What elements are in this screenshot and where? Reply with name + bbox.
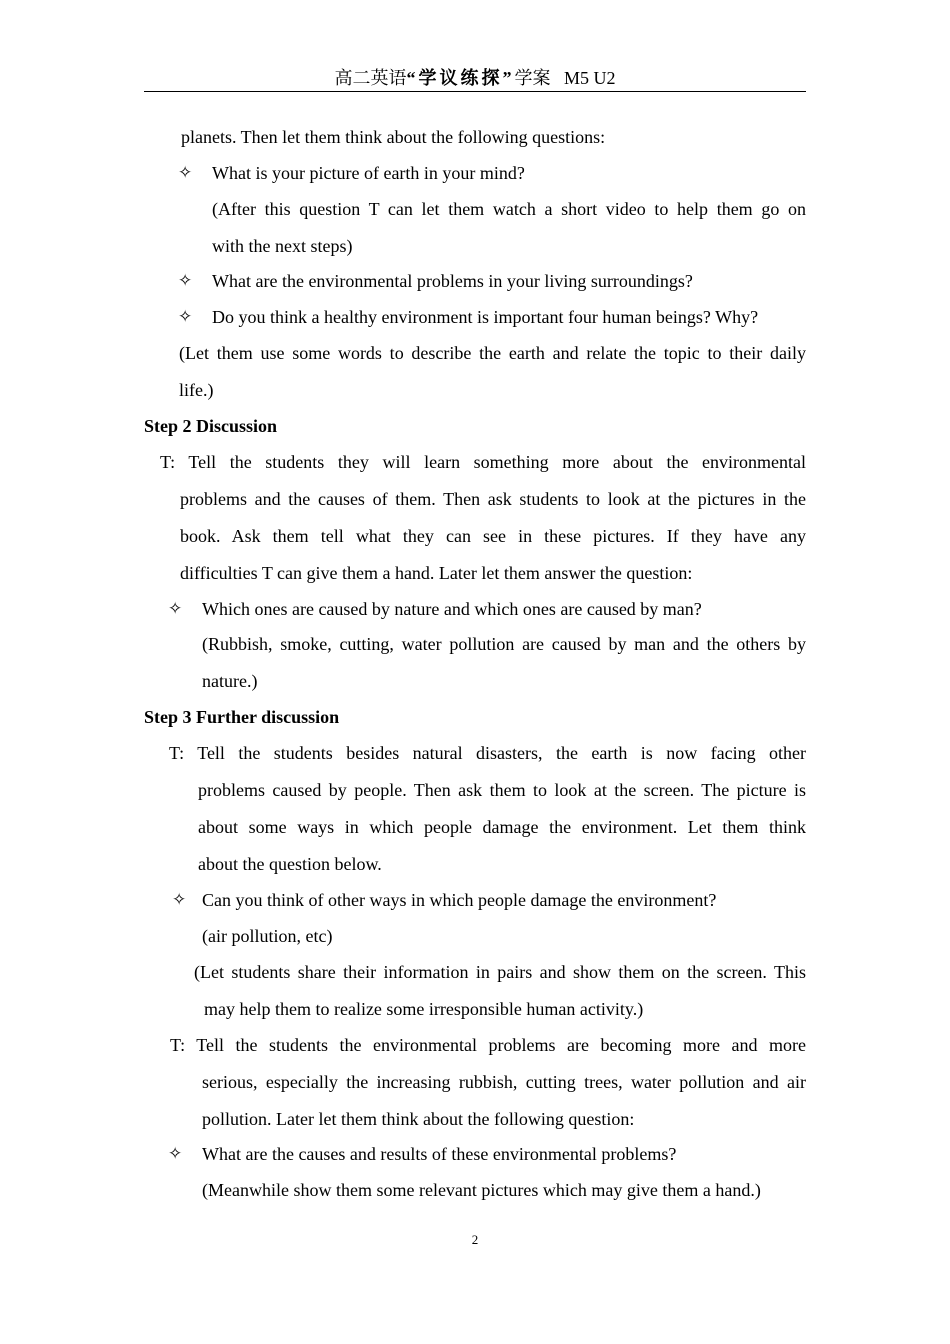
intro-note: (Let them use some words to describe the earth and relate the topic to their daily bbox=[179, 343, 806, 363]
answer-note: (Rubbish, smoke, cutting, water pollution are caused by man and the others by bbox=[202, 634, 806, 654]
header-rule bbox=[144, 91, 806, 92]
step3-paragraph: T: Tell the students the environmental problems are becoming more and more bbox=[170, 1035, 806, 1055]
question-item: What is your picture of earth in your mind? bbox=[212, 163, 525, 183]
intro-note: life.) bbox=[179, 380, 214, 400]
diamond-bullet-icon: ✧ bbox=[168, 599, 183, 619]
step2-paragraph: book. Ask them tell what they can see in these pictures. If they have any bbox=[180, 526, 806, 546]
step3-paragraph: problems caused by people. Then ask them to look at the screen. The picture is bbox=[198, 780, 806, 800]
step3-paragraph: T: Tell the students besides natural disasters, the earth is now facing other bbox=[169, 743, 806, 763]
step2-paragraph: difficulties T can give them a hand. Later let them answer the question: bbox=[180, 563, 693, 583]
intro-line: planets. Then let them think about the following questions: bbox=[181, 127, 606, 147]
answer-note: may help them to realize some irresponsible human activity.) bbox=[204, 999, 644, 1019]
step3-paragraph: about the question below. bbox=[198, 854, 382, 874]
question-item: Do you think a healthy environment is important four human beings? Why? bbox=[212, 307, 759, 327]
answer-note: (air pollution, etc) bbox=[202, 926, 333, 946]
diamond-bullet-icon: ✧ bbox=[168, 1144, 183, 1164]
question-item: What are the environmental problems in your living surroundings? bbox=[212, 271, 693, 291]
header-prefix: 高二英语 bbox=[334, 68, 407, 88]
diamond-bullet-icon: ✧ bbox=[178, 307, 193, 327]
question-note: with the next steps) bbox=[212, 236, 353, 256]
step3-heading: Step 3 Further discussion bbox=[144, 707, 340, 727]
diamond-bullet-icon: ✧ bbox=[172, 890, 187, 910]
step2-paragraph: problems and the causes of them. Then ask students to look at the pictures in the bbox=[180, 489, 806, 509]
step3-paragraph: pollution. Later let them think about the following question: bbox=[202, 1109, 635, 1129]
header-bold-title: “学议练探” bbox=[406, 68, 515, 88]
question-item: Can you think of other ways in which people damage the environment? bbox=[202, 890, 717, 910]
header-unit: M5 U2 bbox=[563, 68, 616, 88]
answer-note: (Meanwhile show them some relevant pictures which may give them a hand.) bbox=[202, 1180, 761, 1200]
diamond-bullet-icon: ✧ bbox=[178, 163, 193, 183]
page-header bbox=[144, 66, 806, 90]
question-note: (After this question T can let them watch a short video to help them go on bbox=[212, 199, 806, 219]
step3-paragraph: about some ways in which people damage the environment. Let them think bbox=[198, 817, 806, 837]
step2-paragraph: T: Tell the students they will learn something more about the environmental bbox=[160, 452, 806, 472]
step3-paragraph: serious, especially the increasing rubbish, cutting trees, water pollution and air bbox=[202, 1072, 806, 1092]
question-item: What are the causes and results of these environmental problems? bbox=[202, 1144, 677, 1164]
diamond-bullet-icon: ✧ bbox=[178, 271, 193, 291]
question-item: Which ones are caused by nature and which ones are caused by man? bbox=[202, 599, 702, 619]
page-number: 2 bbox=[471, 1232, 479, 1247]
answer-note: nature.) bbox=[202, 671, 258, 691]
answer-note: (Let students share their information in pairs and show them on the screen. This bbox=[194, 962, 806, 982]
header-suffix: 学案 bbox=[514, 68, 551, 88]
step2-heading: Step 2 Discussion bbox=[144, 416, 278, 436]
